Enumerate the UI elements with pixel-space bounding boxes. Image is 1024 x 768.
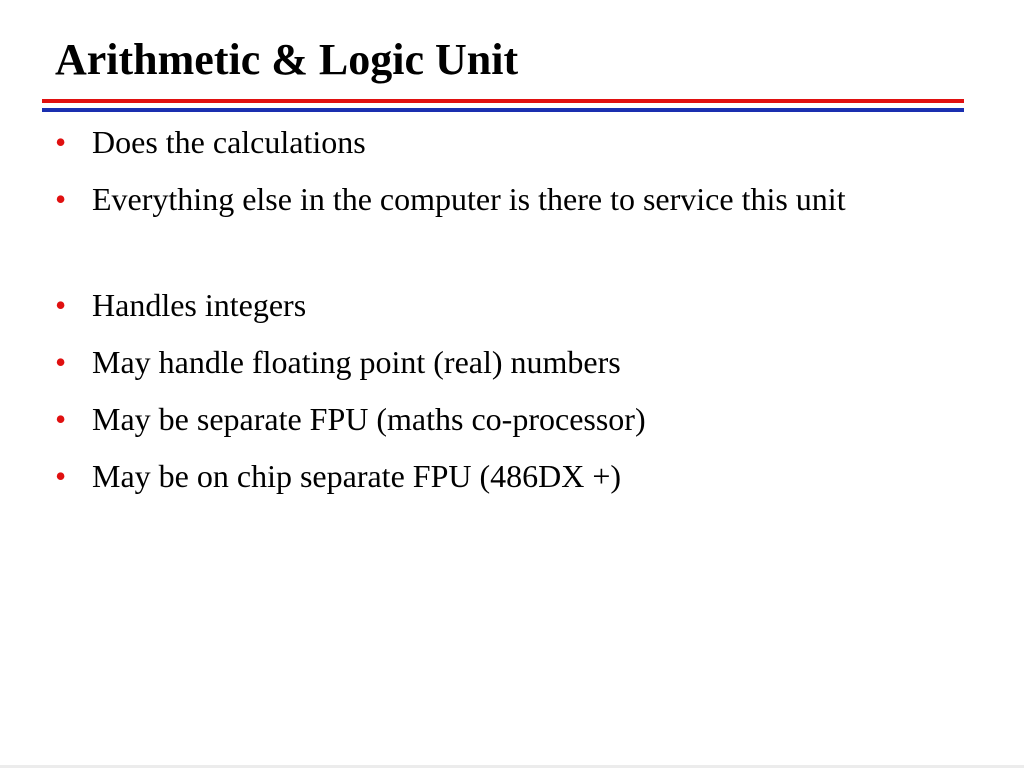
bullet-marker: • — [55, 344, 67, 380]
bullet-text: May handle floating point (real) numbers — [92, 344, 621, 380]
slide-title: Arithmetic & Logic Unit — [55, 35, 519, 84]
bullet-text: Handles integers — [92, 287, 307, 323]
bullet-marker: • — [55, 124, 67, 160]
bullet-marker: • — [55, 401, 67, 437]
bullet-marker: • — [55, 181, 67, 217]
title-divider-blue — [42, 108, 964, 112]
bullet-marker: • — [55, 458, 67, 494]
bullet-text: May be on chip separate FPU (486DX +) — [92, 458, 622, 494]
bullet-text: Does the calculations — [92, 124, 366, 160]
bullet-marker: • — [55, 287, 67, 323]
bullet-text: Everything else in the computer is there to service this unit — [92, 181, 846, 217]
bullet-text: May be separate FPU (maths co-processor) — [92, 401, 646, 437]
title-divider-red — [42, 99, 964, 103]
